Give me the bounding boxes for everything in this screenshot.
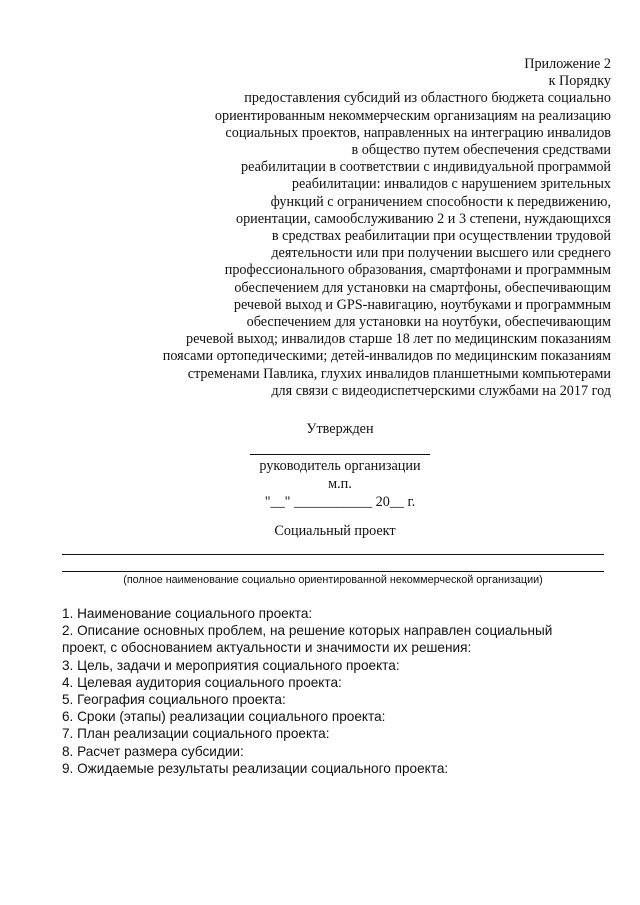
appendix-line: функций с ограничением способности к передвижению, (270, 193, 611, 210)
list-item: 7. План реализации социального проекта: (62, 726, 330, 742)
appendix-line: в средствах реабилитации при осуществлении трудовой (271, 228, 611, 245)
appendix-line: деятельности или при получении высшего или среднего (271, 245, 611, 262)
approval-role: руководитель организации (259, 458, 421, 474)
stamp-placeholder: м.п. (328, 476, 352, 492)
appendix-line: речевой выход и GPS-навигацию, ноутбуками и программным (233, 296, 611, 313)
list-item: 8. Расчет размера субсидии: (62, 743, 244, 759)
appendix-line: реабилитации в соответствии с индивидуальной программой (241, 159, 611, 176)
appendix-line: социальных проектов, направленных на интеграцию инвалидов (225, 124, 611, 141)
list-item: 5. География социального проекта: (62, 692, 286, 708)
appendix-line: к Порядку (548, 73, 611, 90)
appendix-line: обеспечением для установки на ноутбуки, обеспечивающим (246, 314, 611, 331)
appendix-line: для связи с видеодиспетчерскими службами на 2017 год (271, 382, 611, 399)
appendix-line: обеспечением для установки на смартфоны, обеспечивающим (234, 279, 611, 296)
list-item: 1. Наименование социального проекта: (62, 606, 313, 621)
appendix-line: профессионального образования, смартфонами и программным (224, 262, 611, 279)
signature-line (250, 438, 430, 455)
appendix-line: в общество путем обеспечения средствами (351, 142, 611, 159)
appendix-header (163, 56, 611, 400)
approval-date: "__" ___________ 20__ г. (264, 494, 416, 510)
appendix-line: предоставления субсидий из областного бюджета социально (244, 90, 611, 107)
list-item: 9. Ожидаемые результаты реализации социального проекта: (62, 760, 449, 776)
appendix-line: Приложение 2 (524, 56, 611, 72)
org-name-caption: (полное наименование социально ориентированной некоммерческой организации) (123, 574, 543, 586)
project-items-list (62, 605, 604, 777)
appendix-line: речевой выход; инвалидов старше 18 лет по медицинским показаниям (186, 331, 611, 348)
list-item: 4. Целевая аудитория социального проекта: (62, 674, 342, 690)
org-name-line (62, 571, 604, 572)
list-item: 6. Сроки (этапы) реализации социального проекта: (62, 709, 386, 725)
appendix-line: стременами Павлика, глухих инвалидов планшетными компьютерами (187, 365, 611, 382)
appendix-line: ориентированным некоммерческим организациям на реализацию (214, 107, 611, 124)
project-title: Социальный проект (274, 523, 396, 539)
approval-title: Утвержден (306, 421, 374, 437)
list-item: 3. Цель, задачи и мероприятия социального проекта: (62, 657, 400, 673)
appendix-line: поясами ортопедическими; детей-инвалидов по медицинским показаниям (162, 348, 611, 365)
list-item-continuation: проект, с обоснованием актуальности и значимости их решения: (62, 640, 472, 656)
appendix-line: реабилитации: инвалидов с нарушением зрительных (291, 176, 611, 193)
appendix-line: ориентации, самообслуживанию 2 и 3 степени, нуждающихся (235, 210, 611, 227)
list-item: 2. Описание основных проблем, на решение которых направлен социальный (62, 623, 553, 639)
org-name-line (62, 554, 604, 555)
approval-block (250, 420, 430, 511)
